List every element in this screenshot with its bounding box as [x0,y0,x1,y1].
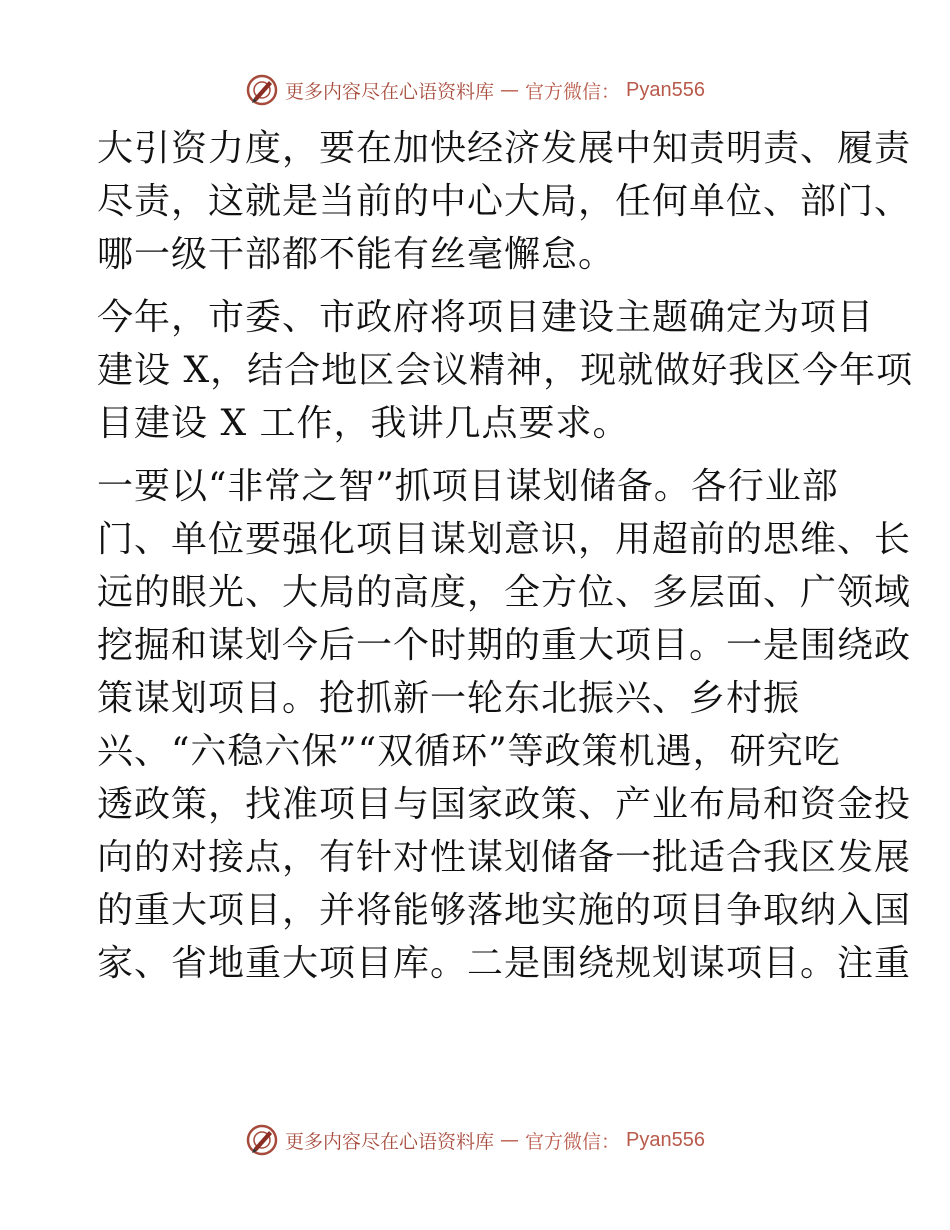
header-banner [0,70,950,110]
text-line: 一要以“非常之智”抓项目谋划储备。各行业部 [97,466,839,507]
banner-wechat-id: Pyan556 [626,1128,705,1151]
text-line: 目建设 X 工作，我讲几点要求。 [97,403,630,444]
text-line: 透政策，找准项目与国家政策、产业布局和资金投 [97,784,912,825]
red-seal-pen-icon [245,1123,279,1157]
text-line: 门、单位要强化项目谋划意识，用超前的思维、长 [97,519,912,560]
text-line: 建设 X，结合地区会议精神，现就做好我区今年项 [97,350,914,391]
text-line: 尽责，这就是当前的中心大局，任何单位、部门、 [97,181,912,222]
text-line: 家、省地重大项目库。二是围绕规划谋项目。注重 [97,943,912,984]
paragraph [97,122,912,281]
text-line: 大引资力度，要在加快经济发展中知责明责、履责 [97,128,912,169]
text-line: 挖掘和谋划今后一个时期的重大项目。一是围绕政 [97,625,912,666]
text-line: 策谋划项目。抢抓新一轮东北振兴、乡村振 [97,678,801,719]
text-line: 的重大项目，并将能够落地实施的项目争取纳入国 [97,890,912,931]
banner-prefix-text: 更多内容尽在心语资料库 [285,80,495,103]
banner-prefix-text: 更多内容尽在心语资料库 [285,1130,495,1153]
paragraph [97,460,912,990]
text-line: 今年，市委、市政府将项目建设主题确定为项目 [97,297,875,338]
text-line: 兴、“六稳六保”“双循环”等政策机遇，研究吃 [97,731,841,772]
red-seal-pen-icon [245,73,279,107]
text-line: 远的眼光、大局的高度，全方位、多层面、广领域 [97,572,912,613]
footer-banner [0,1120,950,1160]
text-line: 哪一级干部都不能有丝毫懈怠。 [97,234,616,275]
document-body [97,122,914,1000]
text-line: 向的对接点，有针对性谋划储备一批适合我区发展 [97,837,912,878]
paragraph [97,291,914,450]
banner-separator: — [500,79,520,101]
banner-wechat-label: 官方微信： [525,1130,621,1153]
banner-wechat-label: 官方微信： [525,80,621,103]
banner-separator: — [500,1129,520,1151]
banner-wechat-id: Pyan556 [626,78,705,101]
